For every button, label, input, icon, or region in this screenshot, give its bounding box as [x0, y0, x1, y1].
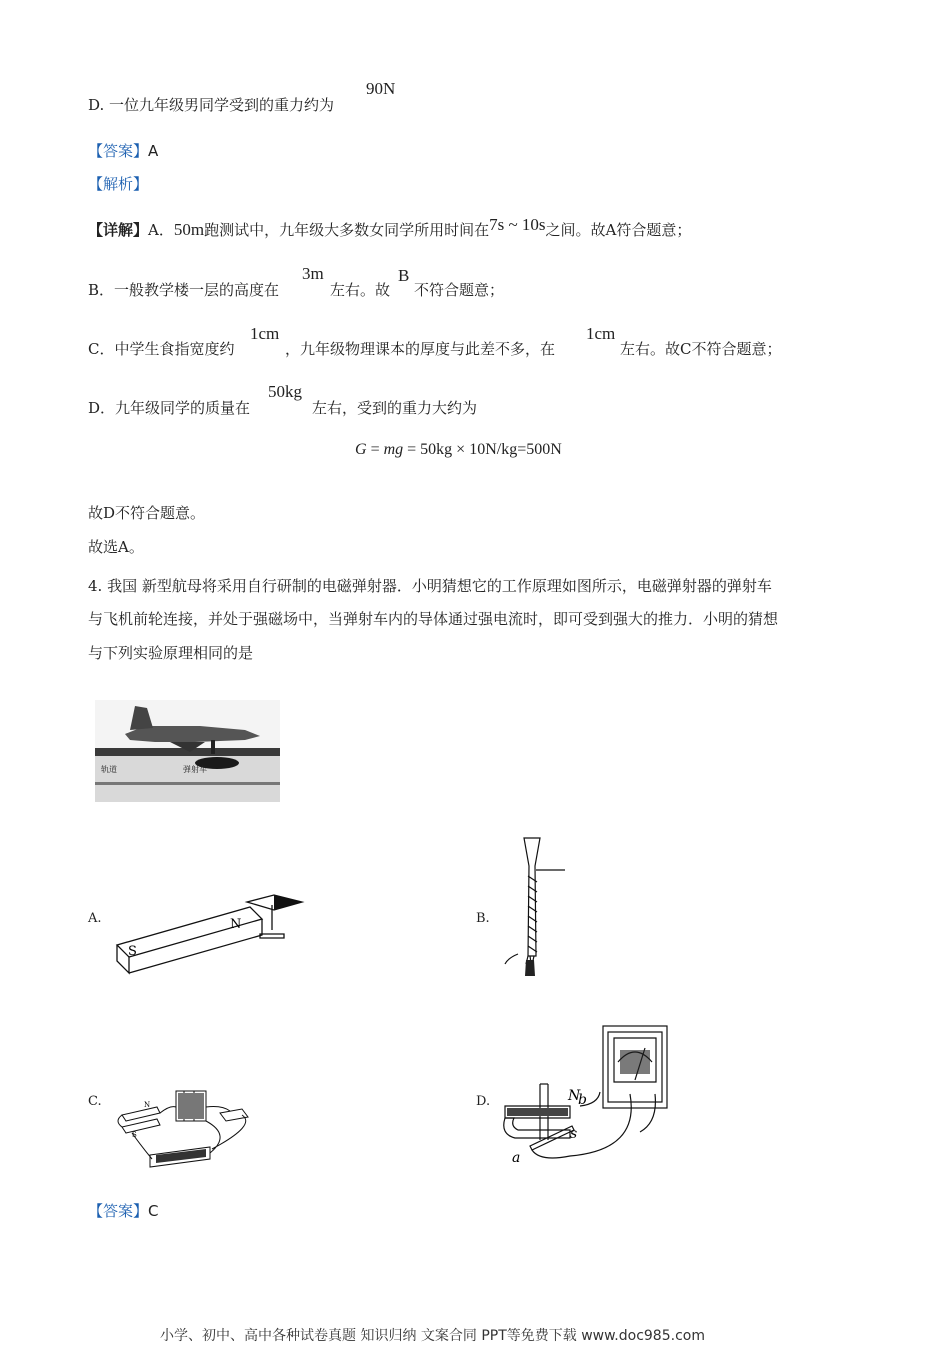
formula-g: G: [355, 441, 367, 458]
question-4-line-3: 与下列实验原理相同的是: [88, 644, 254, 662]
option-b-figure: [500, 836, 575, 981]
option-c-figure: [112, 1085, 262, 1170]
detail-b-value2: B: [398, 266, 410, 285]
detail-c-text2: ，九年级物理课本的厚度与此差不多，在: [285, 340, 556, 358]
option-a-label: A.: [88, 911, 102, 926]
option-d-figure: [500, 1022, 680, 1167]
formula-eq: =: [366, 441, 384, 458]
magnet-s-label: S: [128, 944, 137, 959]
detail-d-text1: D．九年级同学的质量在: [88, 399, 251, 417]
detail-d-text2: 左右，受到的重力大约为: [312, 399, 478, 417]
conclusion-line-2: 故选A。: [88, 538, 144, 556]
svg-text:S: S: [132, 1131, 137, 1139]
detail-a-text: 跑测试中，九年级大多数女同学所用时间在: [204, 221, 490, 239]
option-a-figure: [112, 890, 307, 980]
detail-c-value: 1cm: [250, 324, 280, 343]
d-figure-s: s: [570, 1126, 578, 1142]
detail-a-line: [88, 215, 692, 240]
question-4-line-2: 与飞机前轮连接，并处于强磁场中，当弹射车内的导体通过强电流时，即可受到强大的推力．小明的猜想: [88, 610, 779, 628]
answer-2-row: [88, 1200, 159, 1221]
detail-a-end: 之间。故A符合题意；: [545, 221, 692, 239]
answer-2-tag: 【答案】: [88, 1202, 149, 1220]
svg-text:N: N: [144, 1101, 151, 1109]
detail-a-value1: 50m: [173, 220, 205, 239]
catapult-figure: [95, 700, 280, 802]
option-b-label: B.: [476, 911, 490, 926]
rail-label: 轨道: [101, 765, 117, 774]
detail-b-value: 3m: [302, 264, 324, 283]
formula-rest: = 50kg × 10N/kg=500N: [403, 441, 562, 458]
option-d-text: D. 一位九年级男同学受到的重力约为: [88, 96, 335, 114]
detail-d-value: 50kg: [268, 382, 302, 401]
answer-tag: 【答案】: [88, 142, 149, 160]
detail-tag: 【详解】: [88, 221, 149, 239]
formula-mg: mg: [383, 441, 404, 458]
formula: [355, 441, 562, 459]
detail-b-text3: 不符合题意；: [414, 281, 505, 299]
detail-a-label: A．: [148, 221, 174, 239]
answer-2-value: C: [148, 1202, 159, 1220]
d-figure-n: N: [568, 1088, 581, 1104]
car-label: 弹射车: [183, 765, 207, 774]
option-d-figure-label: D.: [476, 1094, 491, 1109]
footer-text: 小学、初中、高中各种试卷真题 知识归纳 文案合同 PPT等免费下载 www.doc985.com: [160, 1328, 705, 1344]
d-figure-a: a: [512, 1150, 521, 1166]
option-c-label: C.: [88, 1094, 102, 1109]
answer-row: [88, 140, 158, 161]
option-d-value: 90N: [366, 79, 396, 98]
question-4-line-1: 4. 我国 新型航母将采用自行研制的电磁弹射器．小明猜想它的工作原理如图所示，电磁弹射器的弹射车: [88, 577, 772, 595]
detail-c-text1: C．中学生食指宽度约: [88, 340, 235, 358]
detail-a-value2: 7s ~ 10s: [489, 215, 546, 234]
conclusion-line-1: 故D不符合题意。: [88, 504, 206, 522]
d-figure-b: b: [578, 1092, 587, 1108]
detail-c-text3: 左右。故C不符合题意；: [620, 340, 782, 358]
detail-c-value2: 1cm: [586, 324, 616, 343]
answer-value: A: [148, 142, 159, 160]
analysis-tag: 【解析】: [88, 175, 149, 193]
detail-b-text1: B．一般教学楼一层的高度在: [88, 281, 280, 299]
magnet-n-label: N: [230, 917, 242, 932]
detail-b-text2: 左右。故: [330, 281, 391, 299]
